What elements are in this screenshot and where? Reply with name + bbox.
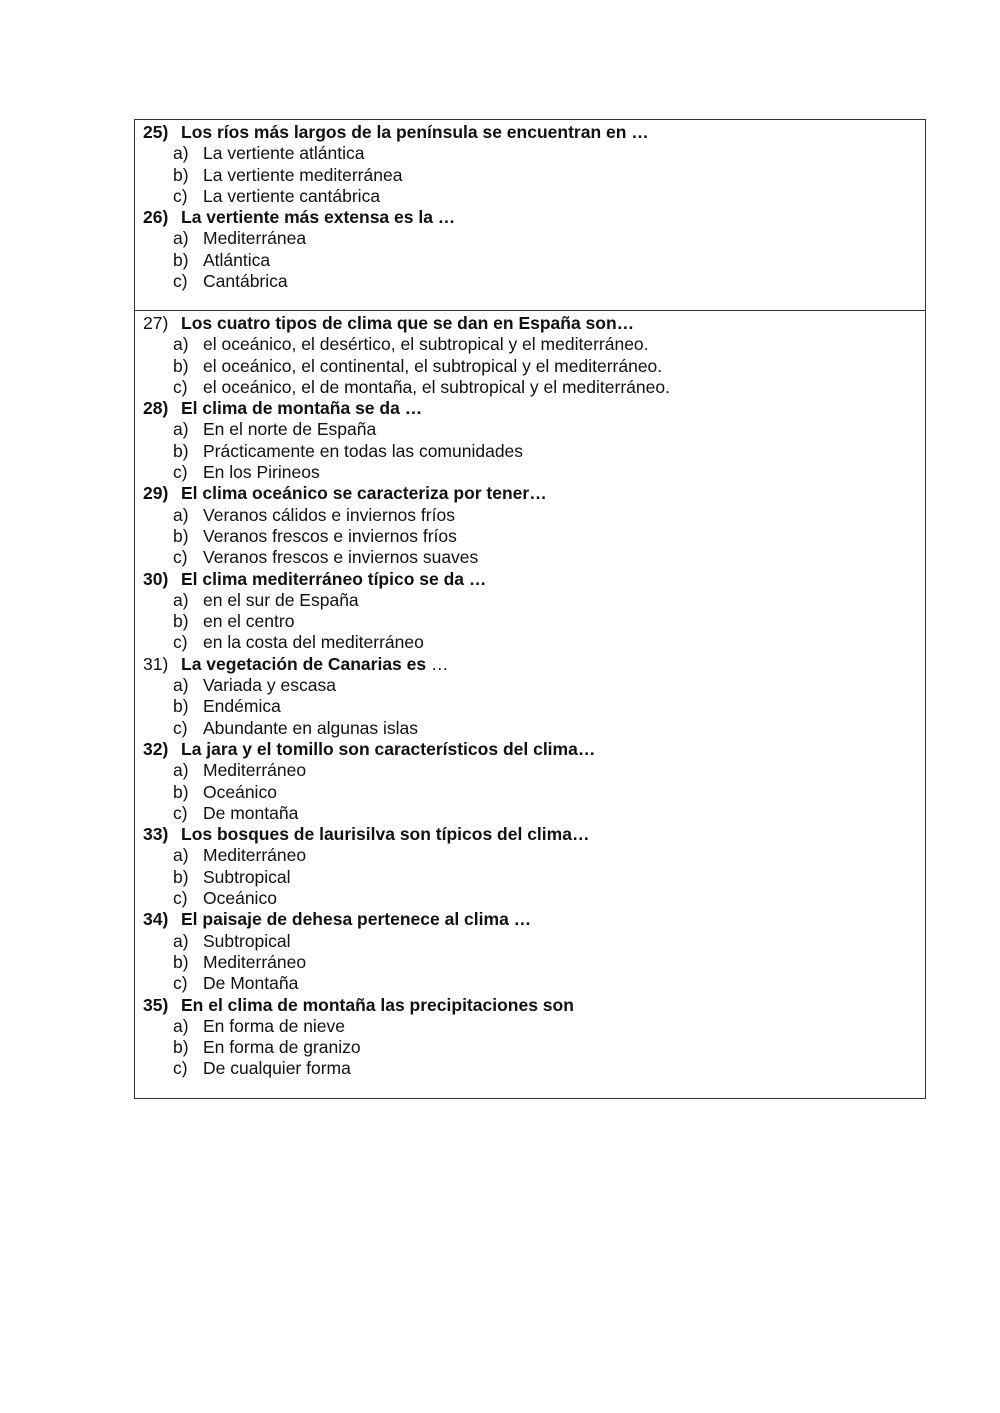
- answer-option[interactable]: [135, 590, 925, 611]
- option-letter: b): [173, 525, 189, 546]
- answer-option[interactable]: [135, 271, 925, 292]
- quiz-sheet: [134, 119, 926, 1099]
- answer-option[interactable]: [135, 419, 925, 440]
- quiz-section-climate: [135, 311, 925, 1098]
- option-letter: b): [173, 866, 189, 887]
- option-text: La vertiente atlántica: [203, 143, 365, 164]
- option-letter: c): [173, 717, 188, 738]
- question-text: La vegetación de Canarias es: [181, 653, 427, 674]
- question-text: El clima de montaña se da …: [181, 398, 423, 419]
- answer-option[interactable]: [135, 675, 925, 696]
- question-text: Los cuatro tipos de clima que se dan en España son…: [181, 313, 635, 333]
- answer-option[interactable]: [135, 973, 925, 994]
- answer-option[interactable]: [135, 526, 925, 547]
- option-letter: a): [173, 334, 189, 355]
- question-row: [135, 313, 925, 334]
- question-row: [135, 824, 925, 845]
- option-letter: c): [173, 376, 188, 397]
- question-number: 35): [143, 994, 169, 1015]
- option-text: La vertiente mediterránea: [203, 164, 403, 185]
- answer-option[interactable]: [135, 505, 925, 526]
- question-text: La vertiente más extensa es la …: [181, 207, 456, 228]
- answer-option[interactable]: [135, 547, 925, 568]
- option-text: Subtropical: [203, 930, 291, 951]
- question-number: 32): [143, 738, 169, 759]
- option-letter: c): [173, 547, 188, 568]
- option-text: Mediterráneo: [203, 951, 307, 972]
- answer-option[interactable]: [135, 441, 925, 462]
- answer-option[interactable]: [135, 228, 925, 249]
- question-number: 29): [143, 483, 169, 504]
- answer-option[interactable]: [135, 803, 925, 824]
- quiz-section-rivers: [135, 120, 925, 311]
- option-letter: b): [173, 611, 189, 632]
- option-text: En los Pirineos: [203, 462, 320, 483]
- question-number: 30): [143, 568, 169, 589]
- option-text: De Montaña: [203, 973, 299, 994]
- option-text: en el sur de España: [203, 589, 359, 610]
- answer-option[interactable]: [135, 718, 925, 739]
- question-text: La jara y el tomillo son característicos del clima…: [181, 738, 596, 759]
- option-text: De cualquier forma: [203, 1058, 351, 1079]
- answer-option[interactable]: [135, 632, 925, 653]
- question-row: [135, 207, 925, 228]
- option-text: Veranos frescos e inviernos fríos: [203, 525, 457, 546]
- option-text: De montaña: [203, 802, 299, 823]
- option-text: Mediterránea: [203, 228, 307, 249]
- answer-option[interactable]: [135, 462, 925, 483]
- question-row: [135, 122, 925, 143]
- option-letter: c): [173, 271, 188, 292]
- question-number: 28): [143, 398, 169, 419]
- option-letter: c): [173, 1058, 188, 1079]
- option-letter: a): [173, 675, 189, 696]
- option-letter: a): [173, 760, 189, 781]
- option-letter: b): [173, 781, 189, 802]
- option-text: En el norte de España: [203, 419, 377, 440]
- option-text: Endémica: [203, 696, 281, 717]
- answer-option[interactable]: [135, 165, 925, 186]
- option-letter: a): [173, 504, 189, 525]
- option-letter: b): [173, 164, 189, 185]
- question-text: El paisaje de dehesa pertenece al clima …: [181, 909, 532, 930]
- question-number: 25): [143, 122, 169, 142]
- answer-option[interactable]: [135, 1058, 925, 1079]
- option-text: Oceánico: [203, 888, 277, 909]
- option-text: el oceánico, el desértico, el subtropical y el mediterráneo.: [203, 334, 649, 355]
- option-text: Veranos cálidos e inviernos fríos: [203, 504, 455, 525]
- answer-option[interactable]: [135, 250, 925, 271]
- question-number: 34): [143, 909, 169, 930]
- answer-option[interactable]: [135, 1037, 925, 1058]
- answer-option[interactable]: [135, 760, 925, 781]
- option-letter: c): [173, 802, 188, 823]
- answer-option[interactable]: [135, 334, 925, 355]
- option-text: Mediterráneo: [203, 845, 307, 866]
- option-letter: b): [173, 1037, 189, 1058]
- option-text: el oceánico, el de montaña, el subtropical y el mediterráneo.: [203, 376, 670, 397]
- option-letter: c): [173, 888, 188, 909]
- option-letter: a): [173, 419, 189, 440]
- answer-option[interactable]: [135, 867, 925, 888]
- question-row: [135, 569, 925, 590]
- option-letter: c): [173, 462, 188, 483]
- question-row: [135, 654, 925, 675]
- answer-option[interactable]: [135, 952, 925, 973]
- question-number: 33): [143, 824, 169, 845]
- option-text: Mediterráneo: [203, 760, 307, 781]
- option-letter: c): [173, 632, 188, 653]
- answer-option[interactable]: [135, 143, 925, 164]
- option-letter: a): [173, 845, 189, 866]
- option-text: Prácticamente en todas las comunidades: [203, 440, 524, 461]
- option-letter: b): [173, 440, 189, 461]
- question-row: [135, 995, 925, 1016]
- option-letter: a): [173, 930, 189, 951]
- question-text: Los bosques de laurisilva son típicos del clima…: [181, 824, 590, 845]
- question-number: 31): [143, 653, 169, 674]
- question-row: [135, 398, 925, 419]
- answer-option[interactable]: [135, 356, 925, 377]
- answer-option[interactable]: [135, 611, 925, 632]
- option-text: En forma de granizo: [203, 1037, 361, 1058]
- option-text: en la costa del mediterráneo: [203, 632, 424, 653]
- option-text: Atlántica: [203, 249, 271, 270]
- option-text: Abundante en algunas islas: [203, 717, 419, 738]
- option-letter: c): [173, 185, 188, 206]
- answer-option[interactable]: [135, 931, 925, 952]
- option-text: En forma de nieve: [203, 1015, 346, 1036]
- option-text: Oceánico: [203, 781, 277, 802]
- option-letter: c): [173, 973, 188, 994]
- option-text: en el centro: [203, 611, 295, 632]
- answer-option[interactable]: [135, 782, 925, 803]
- option-letter: b): [173, 355, 189, 376]
- answer-option[interactable]: [135, 1016, 925, 1037]
- option-text: Cantábrica: [203, 271, 288, 292]
- answer-option[interactable]: [135, 186, 925, 207]
- answer-option[interactable]: [135, 888, 925, 909]
- option-letter: a): [173, 589, 189, 610]
- answer-option[interactable]: [135, 696, 925, 717]
- option-letter: b): [173, 249, 189, 270]
- question-row: [135, 483, 925, 504]
- answer-option[interactable]: [135, 845, 925, 866]
- option-text: el oceánico, el continental, el subtropical y el mediterráneo.: [203, 355, 663, 376]
- answer-option[interactable]: [135, 377, 925, 398]
- option-letter: b): [173, 951, 189, 972]
- option-text: Veranos frescos e inviernos suaves: [203, 547, 479, 568]
- question-text: El clima oceánico se caracteriza por tener…: [181, 483, 547, 504]
- question-row: [135, 739, 925, 760]
- option-text: Variada y escasa: [203, 675, 336, 696]
- option-letter: a): [173, 143, 189, 164]
- question-number: 27): [143, 313, 169, 333]
- question-text: El clima mediterráneo típico se da …: [181, 568, 487, 589]
- question-text: En el clima de montaña las precipitaciones son: [181, 994, 574, 1015]
- question-number: 26): [143, 207, 169, 228]
- question-row: [135, 909, 925, 930]
- option-text: Subtropical: [203, 866, 291, 887]
- option-letter: b): [173, 696, 189, 717]
- option-letter: a): [173, 228, 189, 249]
- question-suffix: …: [426, 653, 449, 674]
- question-text: Los ríos más largos de la península se encuentran en …: [181, 122, 649, 142]
- option-text: La vertiente cantábrica: [203, 185, 381, 206]
- option-letter: a): [173, 1015, 189, 1036]
